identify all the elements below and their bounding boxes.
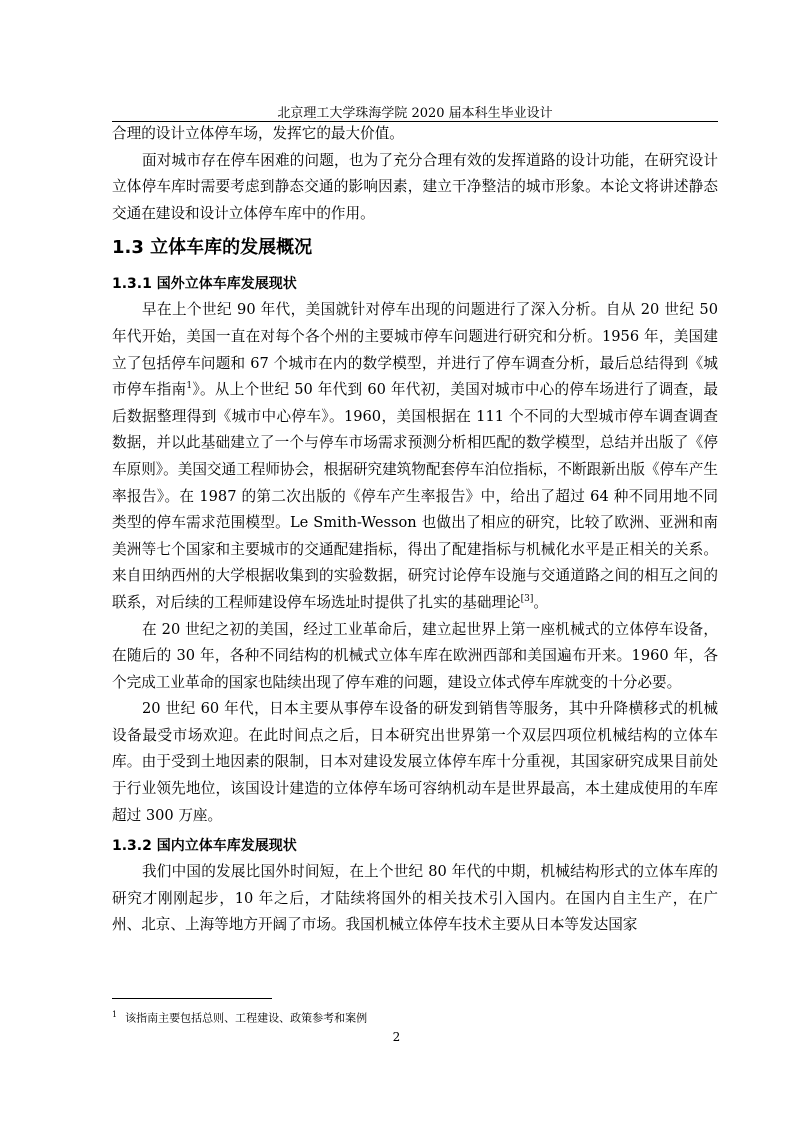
paragraph-foreign-history (112, 297, 718, 616)
paragraph-domestic: 我们中国的发展比国外时间短，在上个世纪 80 年代的中期，机械结构形式的立体车库的研究才刚刚起步，10 年之后，才陆续将国外的相关技术引入国内。在国内自主生产，在广州、北京、上海等地方开阔了市场。我国机械立体停车技术主要从日本等发达国家 (112, 863, 718, 934)
paragraph-japan: 20 世纪 60 年代，日本主要从事停车设备的研发到销售等服务，其中升降横移式的机械设备最受市场欢迎。在此时间点之后，日本研究出世界第一个双层四项位机械结构的立体车库。由于受到土地因素的限制，日本对建设发展立体停车库十分重视，其国家研究成果目前处于行业领先地位，该国设计建造的立体停车场可容纳机动车是世界最高，本土建成使用的车库超过 300 万座。 (112, 700, 718, 824)
footnote-rule (112, 998, 272, 999)
paragraph-us-mechanical: 在 20 世纪之初的美国，经过工业革命后，建立起世界上第一座机械式的立体停车设备，在随后的 30 年，各种不同结构的机械式立体车库在欧洲西部和美国遍布开来。1960 年，各个完成工业革命的国家也陆续出现了停车难的问题，建设立体式停车库就变的十分必要。 (112, 620, 718, 691)
paragraph-text-part: 》。从上个世纪 50 年代到 60 年代初，美国对城市中心的停车场进行了调查，最后数据整理得到《城市中心停车》。1960，美国根据在 111 个不同的大型城市停车调查调查数据，并以此基础建立了一个与停车市场需求预测分析相匹配的数学模型，总结并出版了《停车原则》。美国交通工程师协会，根据研究建筑物配套停车泊位指标，不断跟新出版《停车产生率报告》。在 1987 的第二次出版的《停车产生率报告》中，给出了超过 64 种不同用地不同类型的停车需求范围模型。Le Smith-Wesson 也做出了相应的研究，比较了欧洲、亚洲和南美洲等七个国家和主要城市的交通配建指标，得出了配建指标与机械化水平是正相关的关系。来自田纳西州的大学根据收集到的实验数据，研究讨论停车设施与交通道路之间的相互之间的联系，对后续的工程师建设停车场选址时提供了扎实的基础理论 (112, 381, 718, 611)
footnote-text: 该指南主要包括总则、工程建设、政策参考和案例 (125, 1011, 368, 1025)
page-number: 2 (392, 1030, 401, 1044)
subsection-heading-1-3-1: 1.3.1 国外立体车库发展现状 (112, 276, 297, 293)
subsection-heading-1-3-2: 1.3.2 国内立体车库发展现状 (112, 838, 297, 855)
running-header: 北京理工大学珠海学院 2020 届本科生毕业设计 (277, 106, 553, 121)
paragraph-text-part: 早在上个世纪 90 年代，美国就针对停车出现的问题进行了深入分析。自从 20 世纪 50 年代开始，美国一直在对每个各个州的主要城市停车问题进行研究和分析。1956 年，美国建立了包括停车问题和 67 个城市在内的数学模型，并进行了停车调查分析，最后总结得到《城市停车指南 (112, 301, 718, 399)
paragraph-text-part: 。 (533, 593, 548, 611)
footnote (112, 1008, 718, 1026)
citation-ref: [3] (520, 594, 534, 605)
page-body (112, 121, 718, 939)
paragraph-continuation: 合理的设计立体停车场，发挥它的最大价值。 (112, 125, 404, 142)
footnote-mark: 1 (186, 381, 193, 392)
footnote-number: 1 (112, 1010, 118, 1019)
section-heading-1-3: 1.3 立体车库的发展概况 (112, 237, 313, 259)
paragraph-static-traffic: 面对城市存在停车困难的问题，也为了充分合理有效的发挥道路的设计功能，在研究设计立体停车库时需要考虑到静态交通的影响因素，建立干净整洁的城市形象。本论文将讲述静态交通在建设和设计立体停车库中的作用。 (112, 151, 718, 222)
